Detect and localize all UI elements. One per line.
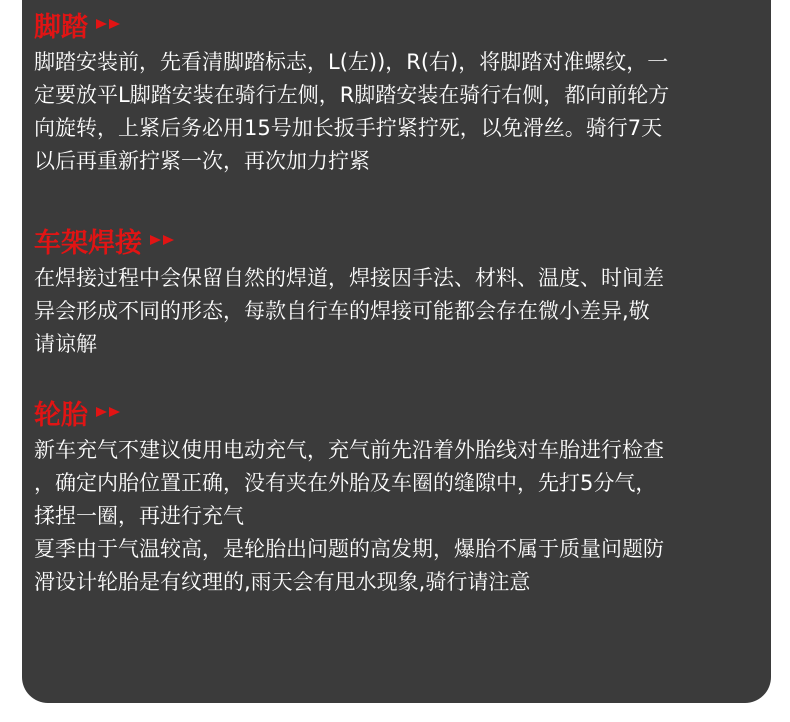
section-paragraph: [34, 262, 759, 361]
text-line: 向旋转，上紧后务必用15号加长扳手拧紧拧死，以免滑丝。骑行7天: [34, 116, 663, 140]
text-line: 揉捏一圈，再进行充气: [34, 504, 244, 528]
section-heading: [34, 2, 764, 46]
section-title: 车架焊接: [34, 227, 142, 259]
section-paragraph: [34, 533, 759, 599]
section-heading: [34, 218, 764, 262]
double-arrow-right-icon: [150, 235, 174, 245]
text-line: 定要放平L脚踏安装在骑行左侧，R脚踏安装在骑行右侧，都向前轮方: [34, 83, 670, 107]
section-heading: [34, 390, 764, 434]
section-frame-welding: [34, 218, 764, 361]
text-line: 异会形成不同的形态，每款自行车的焊接可能都会存在微小差异,敬: [34, 299, 650, 323]
text-line: 以后再重新拧紧一次，再次加力拧紧: [34, 149, 370, 173]
text-line: 夏季由于气温较高，是轮胎出问题的高发期，爆胎不属于质量问题防: [34, 537, 664, 561]
text-line: 新车充气不建议使用电动充气，充气前先沿着外胎线对车胎进行检查: [34, 438, 664, 462]
text-line: 脚踏安装前，先看清脚踏标志，L(左))，R(右)，将脚踏对准螺纹，一: [34, 50, 669, 74]
section-paragraph: [34, 434, 759, 533]
section-title: 脚踏: [34, 11, 88, 43]
double-arrow-right-icon: [96, 19, 120, 29]
text-line: ，确定内胎位置正确，没有夹在外胎及车圈的缝隙中，先打5分气，: [34, 471, 657, 495]
text-line: 在焊接过程中会保留自然的焊道，焊接因手法、材料、温度、时间差: [34, 266, 664, 290]
text-line: 请谅解: [34, 332, 97, 356]
section-paragraph: [34, 46, 759, 178]
section-tire: [34, 390, 764, 599]
double-arrow-right-icon: [96, 407, 120, 417]
text-line: 滑设计轮胎是有纹理的,雨天会有甩水现象,骑行请注意: [34, 570, 531, 594]
section-title: 轮胎: [34, 399, 88, 431]
section-pedal: [34, 2, 764, 178]
